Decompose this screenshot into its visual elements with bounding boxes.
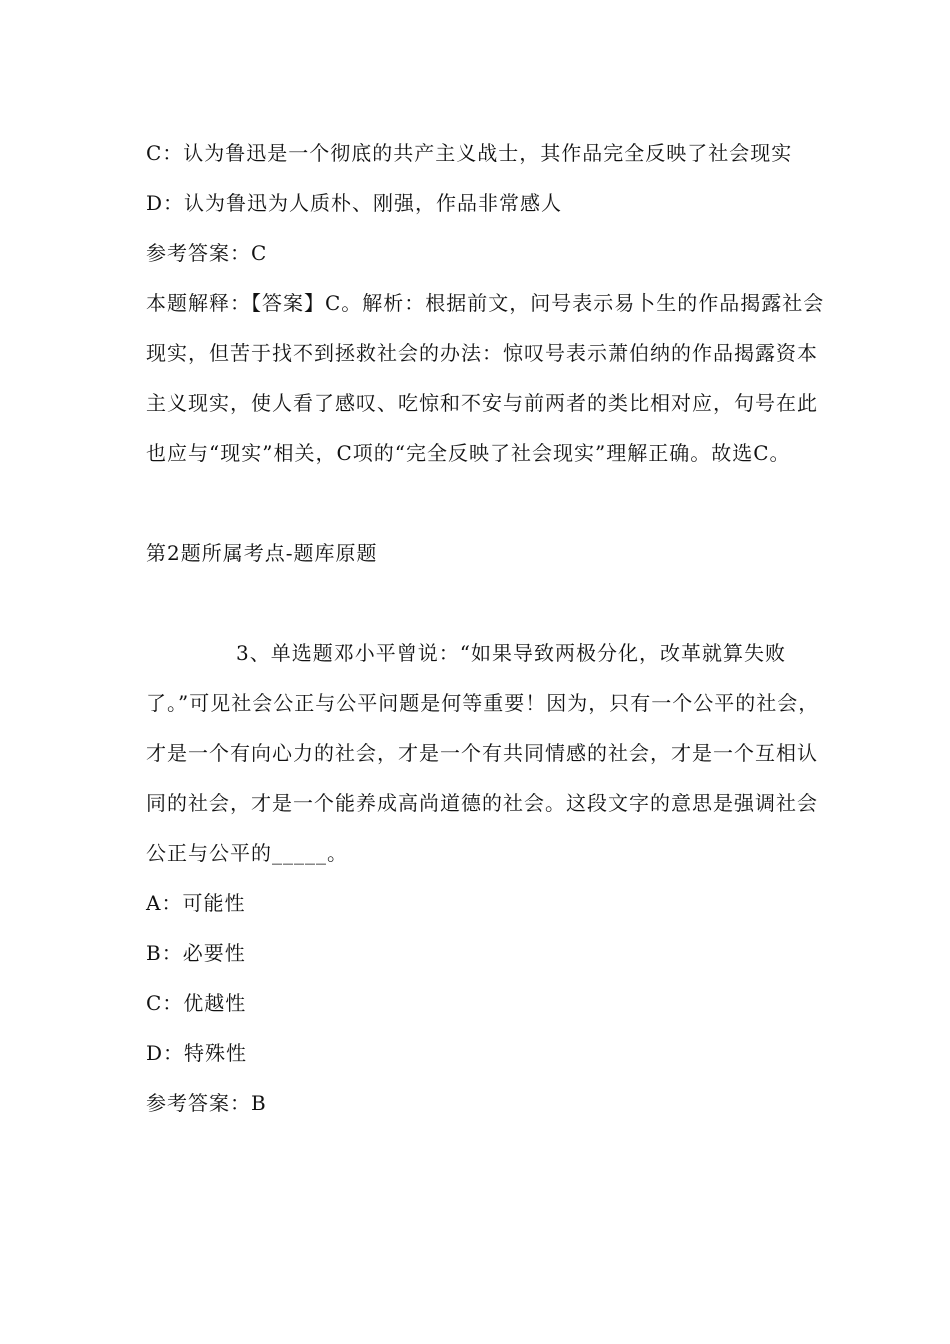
q3-answer: 参考答案：B: [146, 1091, 267, 1115]
q3-option-c: C：优越性: [146, 991, 247, 1015]
q3-option-a: A：可能性: [146, 891, 246, 915]
q2-topic: 第2题所属考点-题库原题: [146, 541, 378, 565]
document-content: [146, 128, 826, 1128]
q2-explanation: 本题解释：【答案】C。解析：根据前文，问号表示易卜生的作品揭露社会现实，但苦于找不到拯救社会的办法：惊叹号表示萧伯纳的作品揭露资本主义现实，使人看了感叹、吃惊和不安与前两者的类比相对应，句号在此也应与“现实”相关，C项的“完全反映了社会现实”理解正确。故选C。: [146, 291, 825, 465]
q2-option-d: D：认为鲁迅为人质朴、刚强，作品非常感人: [146, 191, 563, 215]
q3-option-d: D：特殊性: [146, 1041, 248, 1065]
spacer: [146, 578, 826, 628]
q2-option-c: C：认为鲁迅是一个彻底的共产主义战士，其作品完全反映了社会现实: [146, 141, 793, 165]
spacer: [146, 478, 826, 528]
q3-option-b: B：必要性: [146, 941, 246, 965]
q3-stem: 3、单选题邓小平曾说：“如果导致两极分化，改革就算失败了。”可见社会公正与公平问题是何等重要！因为，只有一个公平的社会，才是一个有向心力的社会，才是一个有共同情感的社会，才是一个互相认同的社会，才是一个能养成高尚道德的社会。这段文字的意思是强调社会公正与公平的_____。: [146, 641, 820, 865]
q2-answer: 参考答案：C: [146, 241, 268, 265]
